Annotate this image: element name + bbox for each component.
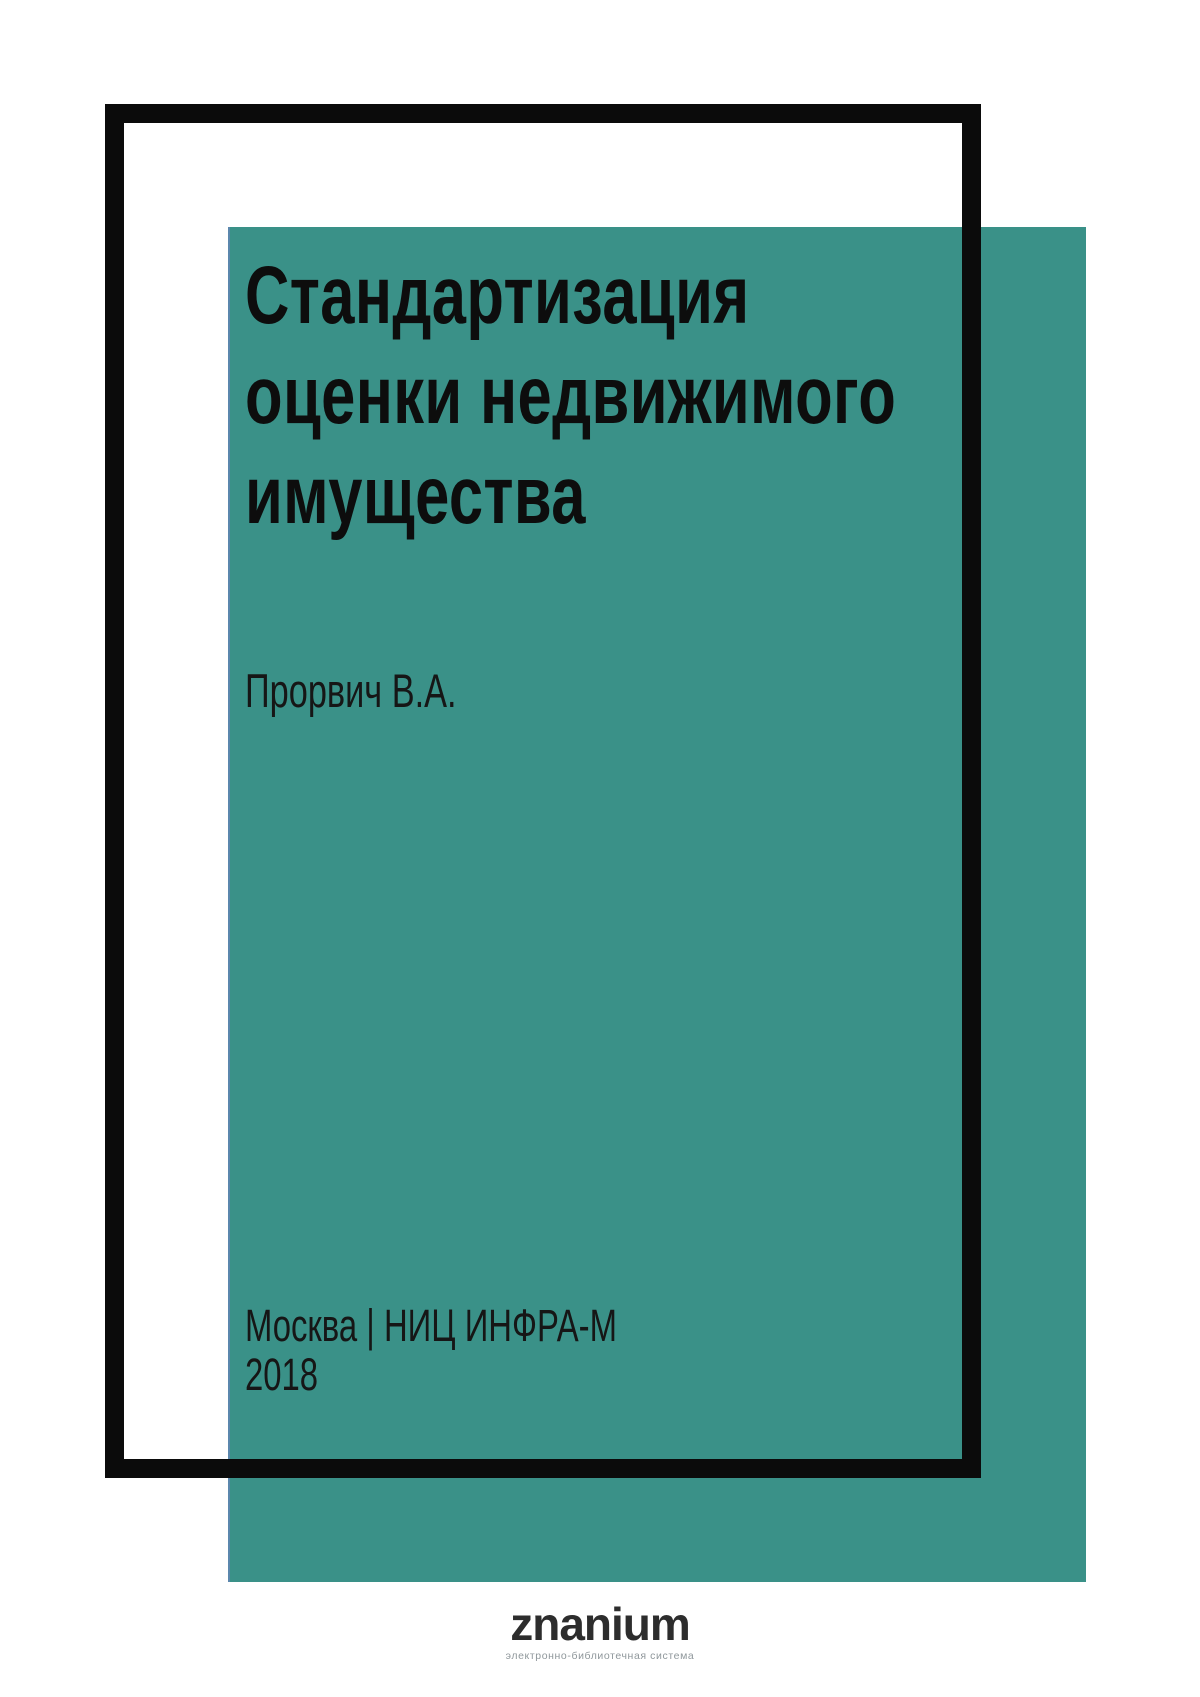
znanium-wordmark: znanium [510, 1598, 690, 1650]
znanium-tagline: электронно-библиотечная система [505, 1650, 695, 1662]
znanium-logo [0, 1599, 1200, 1663]
publication-year: 2018 [245, 1349, 319, 1400]
cover-outline-frame [105, 104, 981, 1478]
publisher-line: Москва | НИЦ ИНФРА-М [245, 1300, 617, 1351]
author-name: Прорвич В.А. [245, 664, 457, 717]
book-title-line-2: оценки недвижимого [245, 350, 897, 441]
book-title-line-1: Стандартизация [245, 250, 750, 341]
book-title-line-3: имущества [245, 450, 586, 541]
